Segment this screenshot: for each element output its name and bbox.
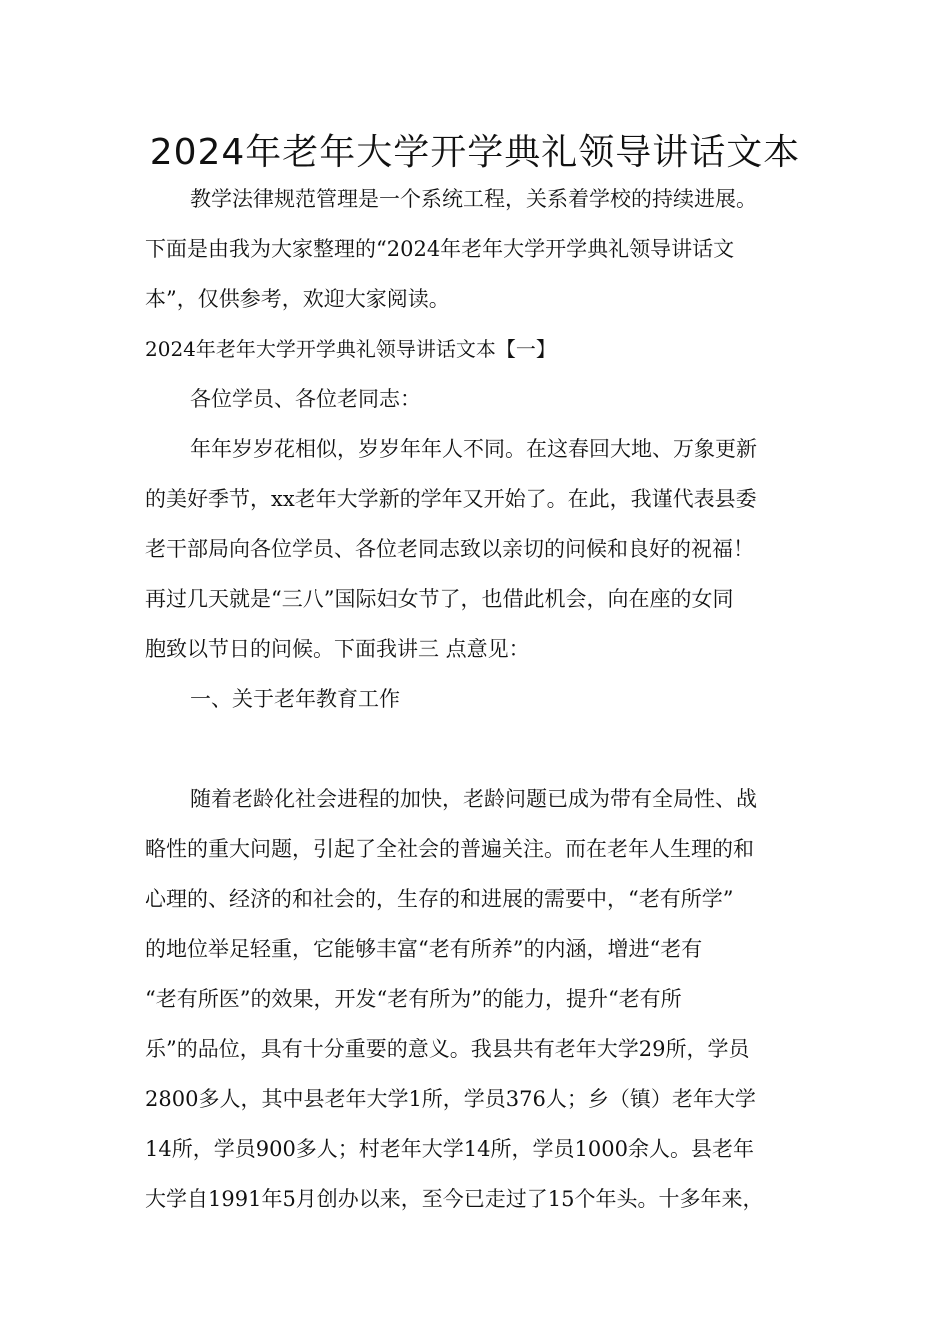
para2-line-6: 乐”的品位，具有十分重要的意义。我县共有老年大学29所，学员 bbox=[145, 1037, 750, 1061]
para1-line-4: 再过几天就是“三八”国际妇女节了，也借此机会，向在座的女同 bbox=[145, 587, 734, 611]
para2-line-2: 略性的重大问题，引起了全社会的普遍关注。而在老年人生理的和 bbox=[145, 837, 754, 861]
para2-line-9: 大学自1991年5月创办以来，至今已走过了15个年头。十多年来， bbox=[145, 1187, 764, 1211]
para2-line-3: 心理的、经济的和社会的，生存的和进展的需要中，“老有所学” bbox=[145, 887, 734, 911]
para1-line-1: 年年岁岁花相似，岁岁年年人不同。在这春回大地、万象更新 bbox=[190, 437, 757, 461]
para2-line-7: 2800多人，其中县老年大学1所，学员376人；乡（镇）老年大学 bbox=[145, 1087, 756, 1111]
document-title: 2024年老年大学开学典礼领导讲话文本 bbox=[149, 132, 801, 173]
para1-line-2: 的美好季节，xx老年大学新的学年又开始了。在此，我谨代表县委 bbox=[145, 487, 757, 511]
section-heading: 2024年老年大学开学典礼领导讲话文本【一】 bbox=[145, 337, 556, 361]
intro-line-2: 下面是由我为大家整理的“2024年老年大学开学典礼领导讲话文 bbox=[145, 237, 735, 261]
intro-line-3: 本”，仅供参考，欢迎大家阅读。 bbox=[145, 287, 450, 311]
intro-line-1: 教学法律规范管理是一个系统工程，关系着学校的持续进展。 bbox=[190, 187, 757, 211]
para1-line-5: 胞致以节日的问候。下面我讲三 点意见： bbox=[145, 637, 530, 661]
para2-line-5: “老有所医”的效果，开发“老有所为”的能力，提升“老有所 bbox=[145, 987, 682, 1011]
para1-line-3: 老干部局向各位学员、各位老同志致以亲切的问候和良好的祝福！ bbox=[145, 537, 754, 561]
para2-line-4: 的地位举足轻重，它能够丰富“老有所养”的内涵，增进“老有 bbox=[145, 937, 703, 961]
subheading: 一、关于老年教育工作 bbox=[190, 687, 400, 711]
salutation: 各位学员、各位老同志： bbox=[190, 387, 421, 411]
para2-line-1: 随着老龄化社会进程的加快，老龄问题已成为带有全局性、战 bbox=[190, 787, 757, 811]
para2-line-8: 14所，学员900多人；村老年大学14所，学员1000余人。县老年 bbox=[145, 1137, 754, 1161]
